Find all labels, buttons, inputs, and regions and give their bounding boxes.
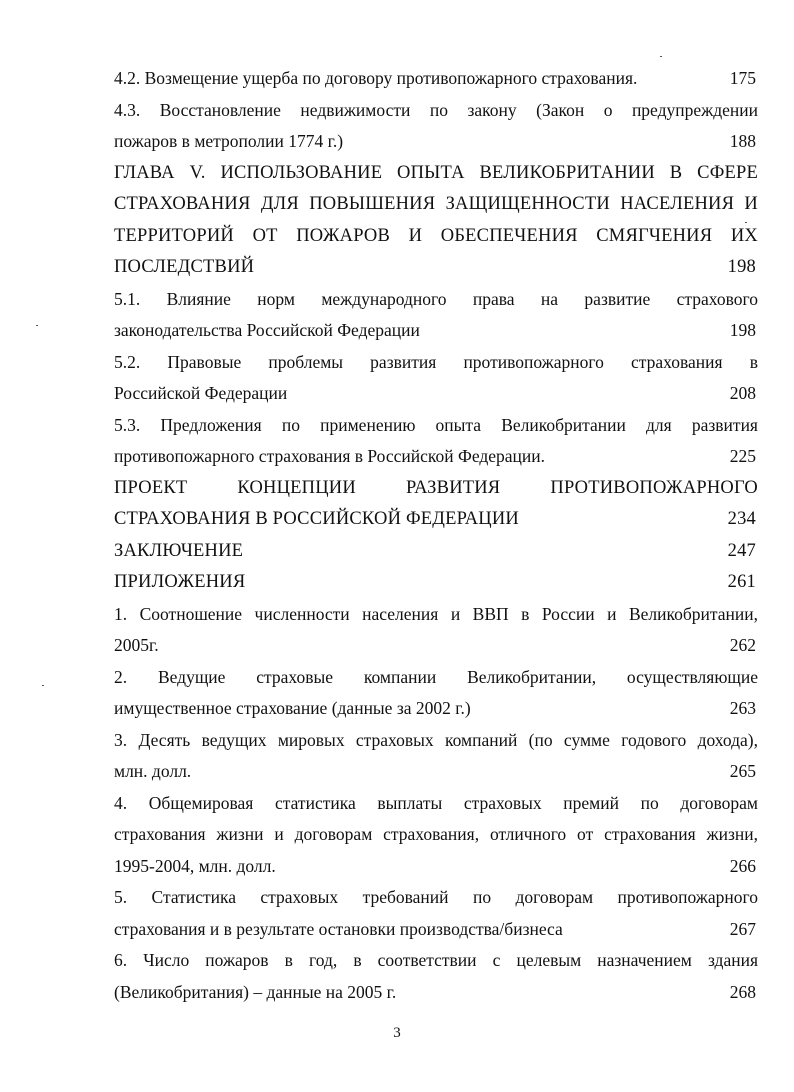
toc-entry-line: СТРАХОВАНИЯ ДЛЯ ПОВЫШЕНИЯ ЗАЩИЩЕННОСТИ НАСЕЛЕНИЯ И <box>114 194 758 214</box>
toc-entry-title: страхования и в результате остановки производства/бизнеса <box>114 918 563 939</box>
scan-speck <box>660 56 662 57</box>
toc-entry-title: Российской Федерации <box>114 383 288 403</box>
toc-entry <box>114 95 758 158</box>
toc-entry-page: 198 <box>729 320 756 340</box>
toc-entry-line <box>114 536 758 568</box>
toc-entry <box>114 788 758 883</box>
toc-entry-title: ПРИЛОЖЕНИЯ <box>114 572 246 592</box>
toc-entry <box>114 410 758 473</box>
toc-entry-line: ТЕРРИТОРИЙ ОТ ПОЖАРОВ И ОБЕСПЕЧЕНИЯ СМЯГЧЕНИЯ ИХ <box>114 225 758 246</box>
toc-entry-page: 261 <box>727 572 756 592</box>
toc-entry <box>114 945 758 1008</box>
toc-entry-title: 1995-2004, млн. долл. <box>114 855 276 876</box>
toc-entry-line <box>114 63 758 95</box>
toc-entry-page: 234 <box>727 509 756 529</box>
toc-entry-title: (Великобритания) – данные на 2005 г. <box>114 981 397 1002</box>
toc-entry <box>114 882 758 945</box>
toc-entry-title: млн. долл. <box>114 761 192 781</box>
toc-entry-line: страхования жизни и договорам страхования, отличного от страхования жизни, <box>114 824 758 844</box>
toc-entry-line: 6. Число пожаров в год, в соответствии с целевым назначением здания <box>114 950 758 970</box>
toc-entry-line <box>114 914 758 946</box>
toc-entry-page: 262 <box>729 635 756 655</box>
toc-entry <box>114 567 758 599</box>
toc-entry-page: 265 <box>729 761 756 781</box>
toc-entry-page: 266 <box>729 855 756 876</box>
toc-entry-page: 247 <box>727 540 756 561</box>
toc-entry-page: 198 <box>727 257 756 277</box>
toc-entry <box>114 63 758 95</box>
toc-entry <box>114 158 758 284</box>
toc-entry-line <box>114 252 758 284</box>
toc-entry <box>114 725 758 788</box>
toc-entry-line: 1. Соотношение численности населения и ВВП в России и Великобритании, <box>114 603 758 624</box>
toc-entry-title: противопожарного страхования в Российской Федерации. <box>114 446 546 466</box>
toc-entry-title: 4.2. Возмещение ущерба по договору противопожарного страхования. <box>114 68 638 88</box>
toc-entry-title: ПОСЛЕДСТВИЙ <box>114 257 255 277</box>
toc-entry-line <box>114 630 758 662</box>
toc-entry-line: 5.3. Предложения по применению опыта Великобритании для развития <box>114 414 758 435</box>
toc-entry-line <box>114 126 758 158</box>
toc-entry-line <box>114 315 758 347</box>
scan-speck <box>36 325 38 326</box>
page-number: 3 <box>393 1025 401 1041</box>
toc-entry-line: ПРОЕКТ КОНЦЕПЦИИ РАЗВИТИЯ ПРОТИВОПОЖАРНОГО <box>114 477 758 498</box>
toc-entry-line <box>114 504 758 536</box>
scan-speck <box>745 222 747 223</box>
toc-entry-page: 188 <box>729 131 756 151</box>
toc-entry-line <box>114 567 758 599</box>
toc-entry-page: 267 <box>729 918 756 939</box>
toc-entry <box>114 284 758 347</box>
toc-entry-line: 4. Общемировая статистика выплаты страховых премий по договорам <box>114 792 758 813</box>
toc-entry-line <box>114 756 758 788</box>
toc-entry-title: пожаров в метрополии 1774 г.) <box>114 131 344 151</box>
toc-entry <box>114 536 758 568</box>
toc-entry-title: законодательства Российской Федерации <box>114 320 420 340</box>
toc-entry <box>114 347 758 410</box>
toc-entry-title: ЗАКЛЮЧЕНИЕ <box>114 540 244 561</box>
toc-entry-line <box>114 851 758 883</box>
toc-entry-title: 2005г. <box>114 635 159 655</box>
toc-entry-line: 5. Статистика страховых требований по договорам противопожарного <box>114 887 758 907</box>
toc-entry-title: СТРАХОВАНИЯ В РОССИЙСКОЙ ФЕДЕРАЦИИ <box>114 509 519 529</box>
toc-entry-line: 3. Десять ведущих мировых страховых компаний (по сумме годового дохода), <box>114 729 758 750</box>
toc-entry-title: имущественное страхование (данные за 2002 г.) <box>114 698 471 718</box>
toc-entry <box>114 599 758 662</box>
table-of-contents <box>114 63 758 1008</box>
toc-entry-line <box>114 441 758 473</box>
toc-entry-line <box>114 378 758 410</box>
toc-entry-page: 208 <box>729 383 756 403</box>
toc-entry-page: 225 <box>729 446 756 466</box>
toc-entry-page: 175 <box>729 68 756 88</box>
toc-entry-line: 4.3. Восстановление недвижимости по закону (Закон о предупреждении <box>114 99 758 120</box>
toc-entry-line <box>114 977 758 1009</box>
toc-entry-page: 263 <box>729 698 756 718</box>
toc-entry-line: 2. Ведущие страховые компании Великобритании, осуществляющие <box>114 666 758 687</box>
toc-entry-line: 5.2. Правовые проблемы развития противопожарного страхования в <box>114 351 758 372</box>
toc-entry-line <box>114 693 758 725</box>
toc-entry <box>114 662 758 725</box>
scan-speck <box>42 685 44 686</box>
toc-entry-line: ГЛАВА V. ИСПОЛЬЗОВАНИЕ ОПЫТА ВЕЛИКОБРИТАНИИ В СФЕРЕ <box>114 162 758 183</box>
toc-entry <box>114 473 758 536</box>
toc-entry-line: 5.1. Влияние норм международного права на развитие страхового <box>114 288 758 309</box>
toc-entry-page: 268 <box>729 981 756 1002</box>
